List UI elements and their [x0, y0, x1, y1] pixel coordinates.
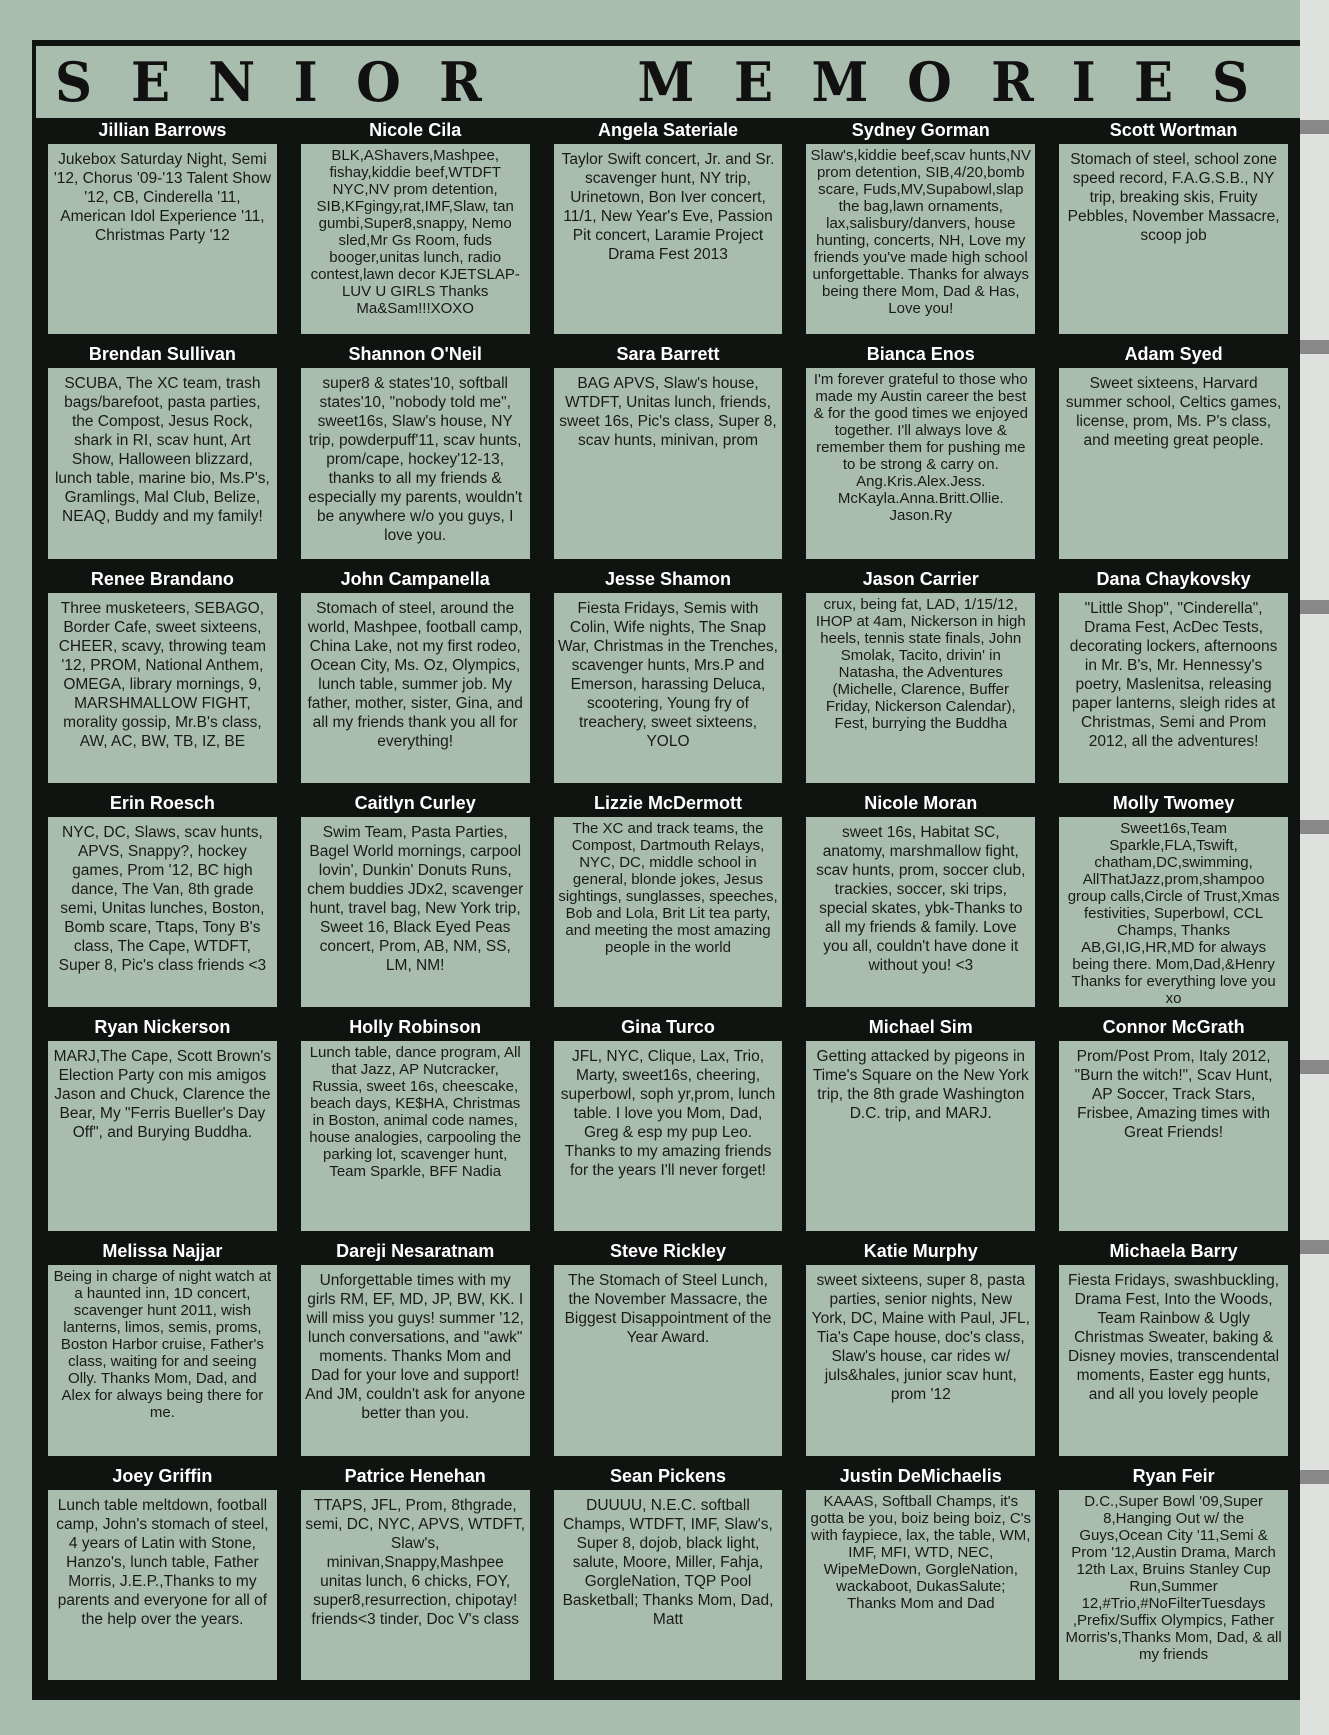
memory-entry — [36, 1464, 289, 1688]
memory-entry — [542, 1015, 795, 1239]
memory-entry — [36, 118, 289, 342]
memory-entry — [36, 567, 289, 791]
memory-entry — [1047, 1464, 1300, 1688]
student-name: Ryan Feir — [1132, 1465, 1215, 1486]
memory-text: Sweet sixteens, Harvard summer school, Celtics games, license, prom, Ms. P's class, and meeting great people. — [1059, 368, 1288, 558]
student-name: Bianca Enos — [866, 344, 975, 365]
title-letter: N — [208, 50, 256, 114]
student-name: Jesse Shamon — [604, 568, 732, 589]
student-name: Connor McGrath — [1102, 1017, 1245, 1038]
memory-text: Stomach of steel, around the world, Mashpee, football camp, China Lake, not my first rodeo, Ocean City, Ms. Oz, Olympics, lunch table, summer job. My father, mother, sister, Gina, and all my friends thank you all for everything! — [301, 593, 530, 783]
student-name: Scott Wortman — [1109, 120, 1238, 140]
student-name: Melissa Najjar — [102, 1241, 223, 1262]
memory-entry — [36, 791, 289, 1015]
memory-entry — [794, 1015, 1047, 1239]
memory-entry — [1047, 342, 1300, 566]
memory-entry — [36, 1239, 289, 1463]
memory-entry — [542, 791, 795, 1015]
memory-text: sweet sixteens, super 8, pasta parties, senior nights, New York, DC, Maine with Paul, JFL, Tia's Cape house, doc's class, Slaw's house, car rides w/ juls&hales, junior scav hunt, prom '12 — [806, 1265, 1035, 1455]
memory-text: JFL, NYC, Clique, Lax, Trio, Marty, sweet16s, cheering, superbowl, soph yr,prom, lunch table. I love you Mom, Dad, Greg & esp my pup Leo. Thanks to my amazing friends for the years I'll never forget! — [554, 1041, 783, 1231]
title-letter: S — [1211, 50, 1249, 114]
memory-entry — [794, 118, 1047, 342]
memory-text: Fiesta Fridays, swashbuckling, Drama Fest, Into the Woods, Team Rainbow & Ugly Christmas Sweater, baking & Disney movies, transcendental moments, Easter egg hunts, and all you lovely people — [1059, 1265, 1288, 1455]
title-letter: R — [439, 50, 483, 114]
student-name: Joey Griffin — [112, 1465, 213, 1486]
student-name: Nicole Moran — [864, 792, 978, 813]
memory-text: The Stomach of Steel Lunch, the November Massacre, the Biggest Disappointment of the Year Award. — [554, 1265, 783, 1455]
title-letter: O — [907, 50, 953, 114]
title-letter: E — [130, 50, 170, 114]
title-letter: I — [1071, 50, 1096, 114]
memory-entry — [542, 567, 795, 791]
student-name: Katie Murphy — [863, 1241, 978, 1262]
student-name: Holly Robinson — [349, 1017, 482, 1038]
student-name: Sara Barrett — [616, 344, 720, 365]
student-name: Dana Chaykovsky — [1096, 568, 1251, 589]
memory-text: MARJ,The Cape, Scott Brown's Election Party con mis amigos Jason and Chuck, Clarence the Bear, My "Ferris Bueller's Day Off", and Burying Buddha. — [48, 1041, 277, 1231]
memory-text: sweet 16s, Habitat SC, anatomy, marshmallow fight, scav hunts, prom, soccer club, trackies, soccer, ski trips, special skates, ybk-Thanks to all my friends & family. Love you all, couldn't have done it without you! <3 — [806, 817, 1035, 1007]
memory-entry — [289, 1015, 542, 1239]
memory-entry — [794, 342, 1047, 566]
memory-text: Three musketeers, SEBAGO, Border Cafe, sweet sixteens, CHEER, scavy, throwing team '12, PROM, National Anthem, OMEGA, library mornings, 9, MARSHMALLOW FIGHT, morality gossip, Mr.B's class, AW, AC, BW, TB, IZ, BE — [48, 593, 277, 783]
student-name: Jillian Barrows — [98, 120, 227, 140]
memory-text: The XC and track teams, the Compost, Dartmouth Relays, NYC, DC, middle school in general, blonde jokes, Jesus sightings, sunglasses, speeches, Bob and Lola, Brit Lit tea party, and meeting the most amazing people in the world — [554, 817, 783, 1007]
student-name: Justin DeMichaelis — [839, 1465, 1002, 1486]
memory-entry — [1047, 567, 1300, 791]
memory-entry — [1047, 118, 1300, 342]
memory-entry — [289, 1464, 542, 1688]
memory-text: Getting attacked by pigeons in Time's Square on the New York trip, the 8th grade Washington D.C. trip, and MARJ. — [806, 1041, 1035, 1231]
student-name: Michael Sim — [868, 1017, 973, 1038]
student-name: Renee Brandano — [90, 568, 234, 589]
memory-entry — [542, 1239, 795, 1463]
student-name: Michaela Barry — [1109, 1241, 1238, 1262]
memory-text: I'm forever grateful to those who made my Austin career the best & for the good times we enjoyed together. I'll always love & remember them for pushing me to be strong & carry on. Ang.Kris.Alex.Jess. McKayla.Anna.Britt.Ollie. Jason.Ry — [806, 368, 1035, 558]
student-name: Steve Rickley — [609, 1241, 727, 1262]
student-name: Brendan Sullivan — [88, 344, 236, 365]
memory-text: Unforgettable times with my girls RM, EF, MD, JP, BW, KK. I will miss you guys! summer '12, lunch conversations, and "awk" moments. Thanks Mom and Dad for your love and support! And JM, couldn't ask for anyone better than you. — [301, 1265, 530, 1455]
memory-text: Being in charge of night watch at a haunted inn, 1D concert, scavenger hunt 2011, wish lanterns, limos, semis, proms, Boston Harbor cruise, Father's class, waiting for and seeing Olly. Thanks Mom, Dad, and Alex for always being there for me. — [48, 1265, 277, 1455]
memory-text: KAAAS, Softball Champs, it's gotta be you, boiz being boiz, C's with faypiece, lax, the table, WM, IMF, MFI, WTD, NEC, WipeMeDown, GorgleNation, wackaboot, DukasSalute; Thanks Mom and Dad — [806, 1490, 1035, 1680]
title-letter: E — [733, 50, 773, 114]
memory-entry — [289, 342, 542, 566]
student-name: Sydney Gorman — [851, 120, 990, 140]
adjacent-page-edge — [1300, 0, 1329, 1735]
student-name: Lizzie McDermott — [593, 792, 742, 813]
memory-text: Fiesta Fridays, Semis with Colin, Wife nights, The Snap War, Christmas in the Trenches, scavenger hunts, Mrs.P and Emerson, harassing Deluca, scootering, Young fry of treachery, sweet sixteens, YOLO — [554, 593, 783, 783]
student-name: Sean Pickens — [609, 1465, 727, 1486]
memory-text: Taylor Swift concert, Jr. and Sr. scavenger hunt, NY trip, Urinetown, Bon Iver concert, 11/1, New Year's Eve, Passion Pit concert, Laramie Project Drama Fest 2013 — [554, 144, 783, 334]
memory-text: "Little Shop", "Cinderella", Drama Fest, AcDec Tests, decorating lockers, afternoons in Mr. B's, Mr. Hennessy's poetry, Maslenitsa, releasing paper lanterns, sleigh rides at Christmas, Semi and Prom 2012, all the adventures! — [1059, 593, 1288, 783]
memories-grid — [36, 118, 1300, 1688]
memory-entry — [289, 118, 542, 342]
title-letter: R — [991, 50, 1034, 114]
memory-text: Stomach of steel, school zone speed record, F.A.G.S.B., NY trip, breaking skis, Fruity Pebbles, November Massacre, scoop job — [1059, 144, 1288, 334]
student-name: Nicole Cila — [369, 120, 462, 140]
memory-text: Sweet16s,Team Sparkle,FLA,Tswift, chatham,DC,swimming, AllThatJazz,prom,shampoo group calls,Circle of Trust,Xmas festivities, Superbowl, CCL Champs, Thanks AB,GI,IG,HR,MD for always being there. Mom,Dad,&Henry Thanks for everything love you xo — [1059, 817, 1288, 1007]
student-name: Angela Sateriale — [597, 120, 739, 140]
memory-entry — [289, 791, 542, 1015]
memory-text: Lunch table, dance program, All that Jazz, AP Nutcracker, Russia, sweet 16s, cheescake, beach days, KE$HA, Christmas in Boston, animal code names, house analogies, carpooling the parking lot, scavenger hunt, Team Sparkle, BFF Nadia — [301, 1041, 530, 1231]
memory-entry — [794, 1239, 1047, 1463]
student-name: Dareji Nesaratnam — [336, 1241, 495, 1262]
memory-entry — [1047, 1015, 1300, 1239]
student-name: Adam Syed — [1124, 344, 1223, 365]
title-banner — [36, 46, 1329, 118]
memory-entry — [542, 118, 795, 342]
title-letter: E — [1134, 50, 1174, 114]
memory-text: Lunch table meltdown, football camp, John's stomach of steel, 4 years of Latin with Stone, Hanzo's, lunch table, Father Morris, J.E.P.,Thanks to my parents and everyone for all of the help over the years. — [48, 1490, 277, 1680]
memory-text: Prom/Post Prom, Italy 2012, "Burn the witch!", Scav Hunt, AP Soccer, Track Stars, Frisbee, Amazing times with Great Friends! — [1059, 1041, 1288, 1231]
page-title — [36, 46, 1268, 118]
title-letter: M — [811, 50, 869, 114]
student-name: John Campanella — [340, 568, 490, 589]
memory-entry — [1047, 791, 1300, 1015]
student-name: Gina Turco — [621, 1017, 715, 1038]
memory-entry — [289, 1239, 542, 1463]
student-name: Molly Twomey — [1112, 792, 1235, 813]
memory-entry — [794, 791, 1047, 1015]
memory-text: Swim Team, Pasta Parties, Bagel World mornings, carpool lovin', Dunkin' Donuts Runs, chem buddies JDx2, scavenger hunt, travel bag, New York trip, Sweet 16, Black Eyed Peas concert, Prom, AB, NM, SS, LM, NM! — [301, 817, 530, 1007]
memory-entry — [36, 342, 289, 566]
memory-entry — [794, 1464, 1047, 1688]
memory-entry — [542, 342, 795, 566]
student-name: Erin Roesch — [109, 792, 215, 813]
memory-text: Jukebox Saturday Night, Semi '12, Chorus '09-'13 Talent Show '12, CB, Cinderella '11, American Idol Experience '11, Christmas Party '12 — [48, 144, 277, 334]
memory-text: crux, being fat, LAD, 1/15/12, IHOP at 4am, Nickerson in high heels, tennis state finals, John Smolak, Tacito, drivin' in Natasha, the Adventures (Michelle, Clarence, Buffer Friday, Nickerson Calendar), Fest, burrying the Buddha — [806, 593, 1035, 783]
student-name: Ryan Nickerson — [94, 1017, 231, 1038]
memory-entry — [36, 1015, 289, 1239]
title-letter: S — [55, 50, 93, 114]
title-letter: O — [356, 50, 401, 114]
title-letter: I — [293, 50, 318, 114]
memory-text: BLK,AShavers,Mashpee, fishay,kiddie beef,WTDFT NYC,NV prom detention, SIB,KFgingy,rat,IMF,Slaw, tan gumbi,Super8,snappy, Nemo sled,Mr Gs Room, fuds booger,unitas lunch, radio contest,lawn decor KJETSLAP-LUV U GIRLS Thanks Ma&Sam!!!XOXO — [301, 144, 530, 334]
student-name: Shannon O'Neil — [348, 344, 482, 365]
memory-text: DUUUU, N.E.C. softball Champs, WTDFT, IMF, Slaw's, Super 8, dojob, black light, salute, Moore, Miller, Fahja, GorgleNation, TQP Pool Basketball; Thanks Mom, Dad, Matt — [554, 1490, 783, 1680]
memory-text: SCUBA, The XC team, trash bags/barefoot, pasta parties, the Compost, Jesus Rock, shark in RI, scav hunt, Art Show, Halloween blizzard, lunch table, marine bio, Ms.P's, Gramlings, Mal Club, Belize, NEAQ, Buddy and my family! — [48, 368, 277, 558]
memory-text: TTAPS, JFL, Prom, 8thgrade, semi, DC, NYC, APVS, WTDFT, Slaw's, minivan,Snappy,Mashpee unitas lunch, 6 chicks, FOY, super8,resurrection, chipotay! friends<3 tinder, Doc V's class — [301, 1490, 530, 1680]
student-name: Jason Carrier — [862, 568, 979, 589]
memory-entry — [1047, 1239, 1300, 1463]
memory-entry — [542, 1464, 795, 1688]
student-name: Caitlyn Curley — [354, 792, 476, 813]
title-letter: M — [637, 50, 695, 114]
memory-text: D.C.,Super Bowl '09,Super 8,Hanging Out w/ the Guys,Ocean City '11,Semi & Prom '12,Austin Drama, March 12th Lax, Bruins Stanley Cup Run,Summer 12,#Trio,#NoFilterTuesdays ,Prefix/Suffix Olympics, Father Morris's,Thanks Mom, Dad, & all my friends — [1059, 1490, 1288, 1680]
memory-entry — [289, 567, 542, 791]
memory-text: NYC, DC, Slaws, scav hunts, APVS, Snappy?, hockey games, Prom '12, BC high dance, The Van, 8th grade semi, Unitas lunches, Boston, Bomb scare, Ttaps, Tony B's class, The Cape, WTDFT, Super 8, Pic's class friends <3 — [48, 817, 277, 1007]
memory-text: Slaw's,kiddie beef,scav hunts,NV prom detention, SIB,4/20,bomb scare, Fuds,MV,Supabowl,slap the bag,lawn ornaments, lax,salisbury/danvers, house hunting, concerts, NH, Love my friends you've made high school unforgettable. Thanks for always being there Mom, Dad & Has, Love you! — [806, 144, 1035, 334]
memory-text: BAG APVS, Slaw's house, WTDFT, Unitas lunch, friends, sweet 16s, Pic's class, Super 8, scav hunts, minivan, prom — [554, 368, 783, 558]
memory-entry — [794, 567, 1047, 791]
memory-text: super8 & states'10, softball states'10, "nobody told me", sweet16s, Slaw's house, NY trip, powderpuff'11, scav hunts, prom/cape, hockey'12-13, thanks to all my friends & especially my parents, wouldn't be anywhere w/o you guys, I love you. — [301, 368, 530, 558]
student-name: Patrice Henehan — [344, 1465, 486, 1486]
bottom-margin — [0, 1722, 1300, 1735]
